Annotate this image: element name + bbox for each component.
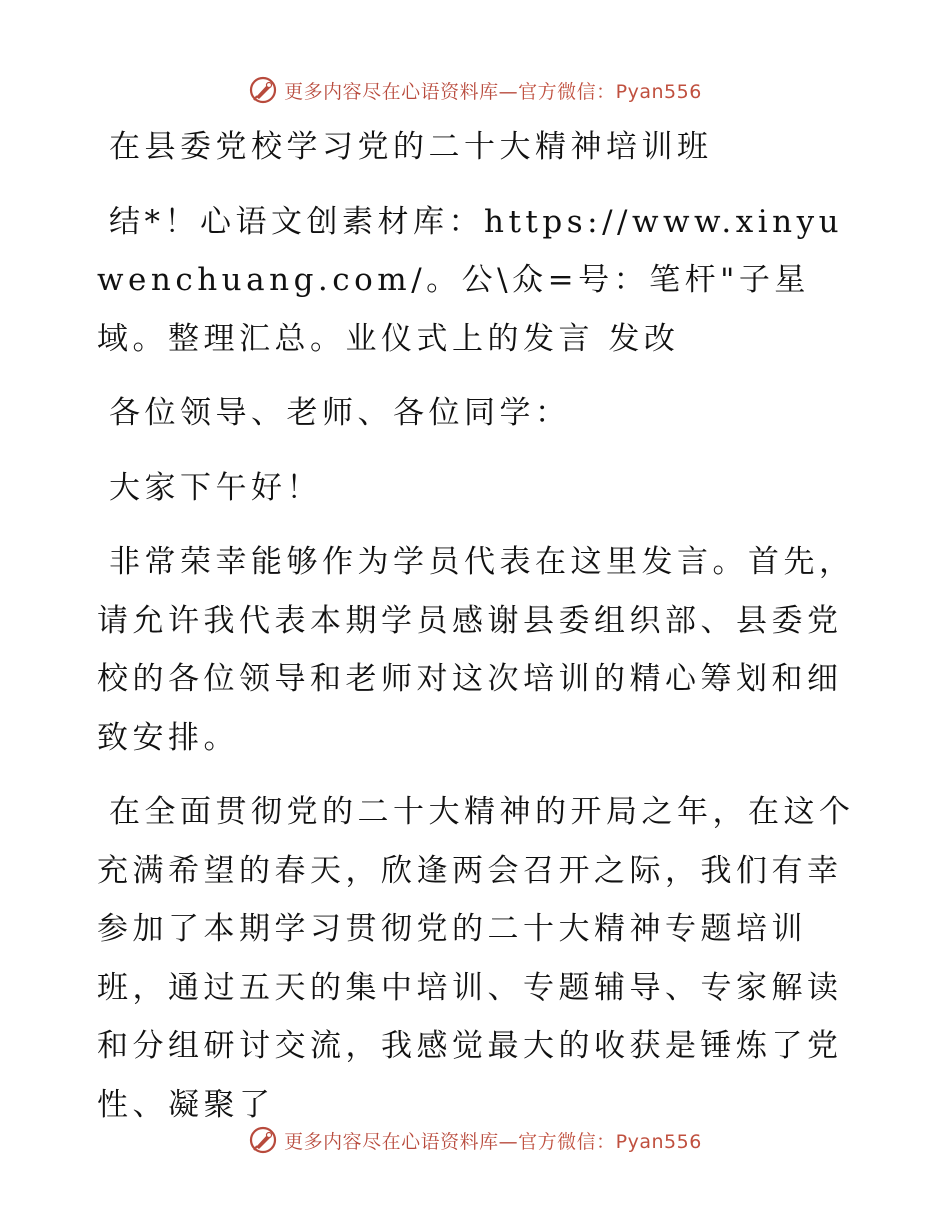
footer-watermark-banner: [0, 1120, 950, 1160]
header-watermark-banner: [0, 70, 950, 110]
watermark-text: 更多内容尽在心语资料库—官方微信：Pyan556: [284, 1130, 702, 1153]
paragraph-5: 在全面贯彻党的二十大精神的开局之年，在这个充满希望的春天，欣逢两会召开之际，我们有幸参加了本期学习贯彻党的二十大精神专题培训班，通过五天的集中培训、专题辅导、专家解读和分组研讨交流，我感觉最大的收获是锤炼了党性、凝聚了: [97, 794, 855, 1123]
document-body: [97, 118, 857, 1134]
paragraph-2: 各位领导、老师、各位同学：: [109, 395, 571, 431]
paragraph-3: 大家下午好！: [109, 469, 322, 506]
quill-pen-logo-icon: [248, 1125, 278, 1155]
document-title: 在县委党校学习党的二十大精神培训班: [109, 129, 713, 165]
watermark-text: 更多内容尽在心语资料库—官方微信：Pyan556: [284, 80, 702, 103]
quill-pen-logo-icon: [248, 75, 278, 105]
paragraph-1: 结*！心语文创素材库：https://www.xinyuwenchuang.com/。公\众=号：笔杆"子星域。整理汇总。业仪式上的发言 发改: [97, 203, 844, 357]
paragraph-4: 非常荣幸能够作为学员代表在这里发言。首先，请允许我代表本期学员感谢县委组织部、县委党校的各位领导和老师对这次培训的精心筹划和细致安排。: [97, 544, 855, 756]
